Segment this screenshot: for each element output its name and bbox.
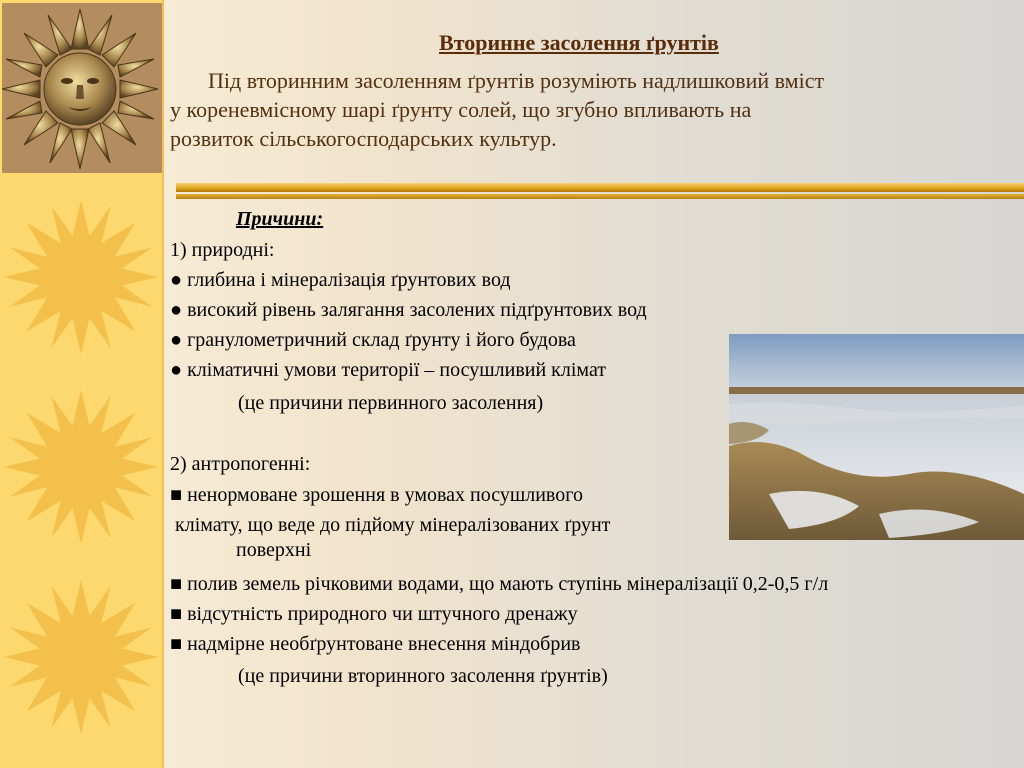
list-item: ■ полив земель річковими водами, що мають ступінь мінералізації 0,2-0,5 г/л: [170, 573, 829, 595]
decorative-sun-icon: [2, 388, 160, 546]
list-item-continuation: клімату, що веде до підйому мінералізованих ґрунт: [175, 514, 611, 536]
natural-note: (це причини первинного засолення): [238, 392, 544, 414]
decorative-sun-icon: [2, 198, 160, 356]
intro-line: розвиток сільськогосподарських культур.: [170, 126, 557, 151]
left-decor-panel: [0, 0, 164, 768]
sun-face-medallion: [2, 3, 162, 173]
gold-divider: [176, 183, 1024, 203]
causes-title: Причини:: [236, 208, 324, 230]
list-item: ■ ненормоване зрошення в умовах посушливого: [170, 484, 583, 506]
intro-paragraph: [170, 66, 1015, 153]
list-item-continuation: поверхні: [236, 539, 312, 561]
list-item: ● кліматичні умови території – посушливий клімат: [170, 359, 607, 381]
list-item: ■ надмірне необґрунтоване внесення міндобрив: [170, 633, 581, 655]
intro-line: Під вторинним засоленням ґрунтів розуміють надлишковий вміст: [208, 68, 825, 93]
slide-title: Вторинне засолення ґрунтів: [439, 30, 719, 55]
decorative-sun-icon: [2, 578, 160, 736]
intro-line: у кореневмісному шарі ґрунту солей, що згубно впливають на: [170, 97, 752, 122]
anthropogenic-note: (це причини вторинного засолення ґрунтів): [238, 665, 608, 687]
sun-face-icon: [2, 3, 162, 173]
anthropogenic-heading: 2) антропогенні:: [170, 453, 311, 475]
list-item: ● глибина і мінералізація ґрунтових вод: [170, 269, 511, 291]
salt-marsh-photo: [729, 334, 1024, 540]
list-item: ■ відсутність природного чи штучного дренажу: [170, 603, 578, 625]
list-item: ● високий рівень залягання засолених підґрунтових вод: [170, 299, 647, 321]
natural-heading: 1) природні:: [170, 239, 275, 261]
list-item: ● гранулометричний склад ґрунту і його будова: [170, 329, 576, 351]
